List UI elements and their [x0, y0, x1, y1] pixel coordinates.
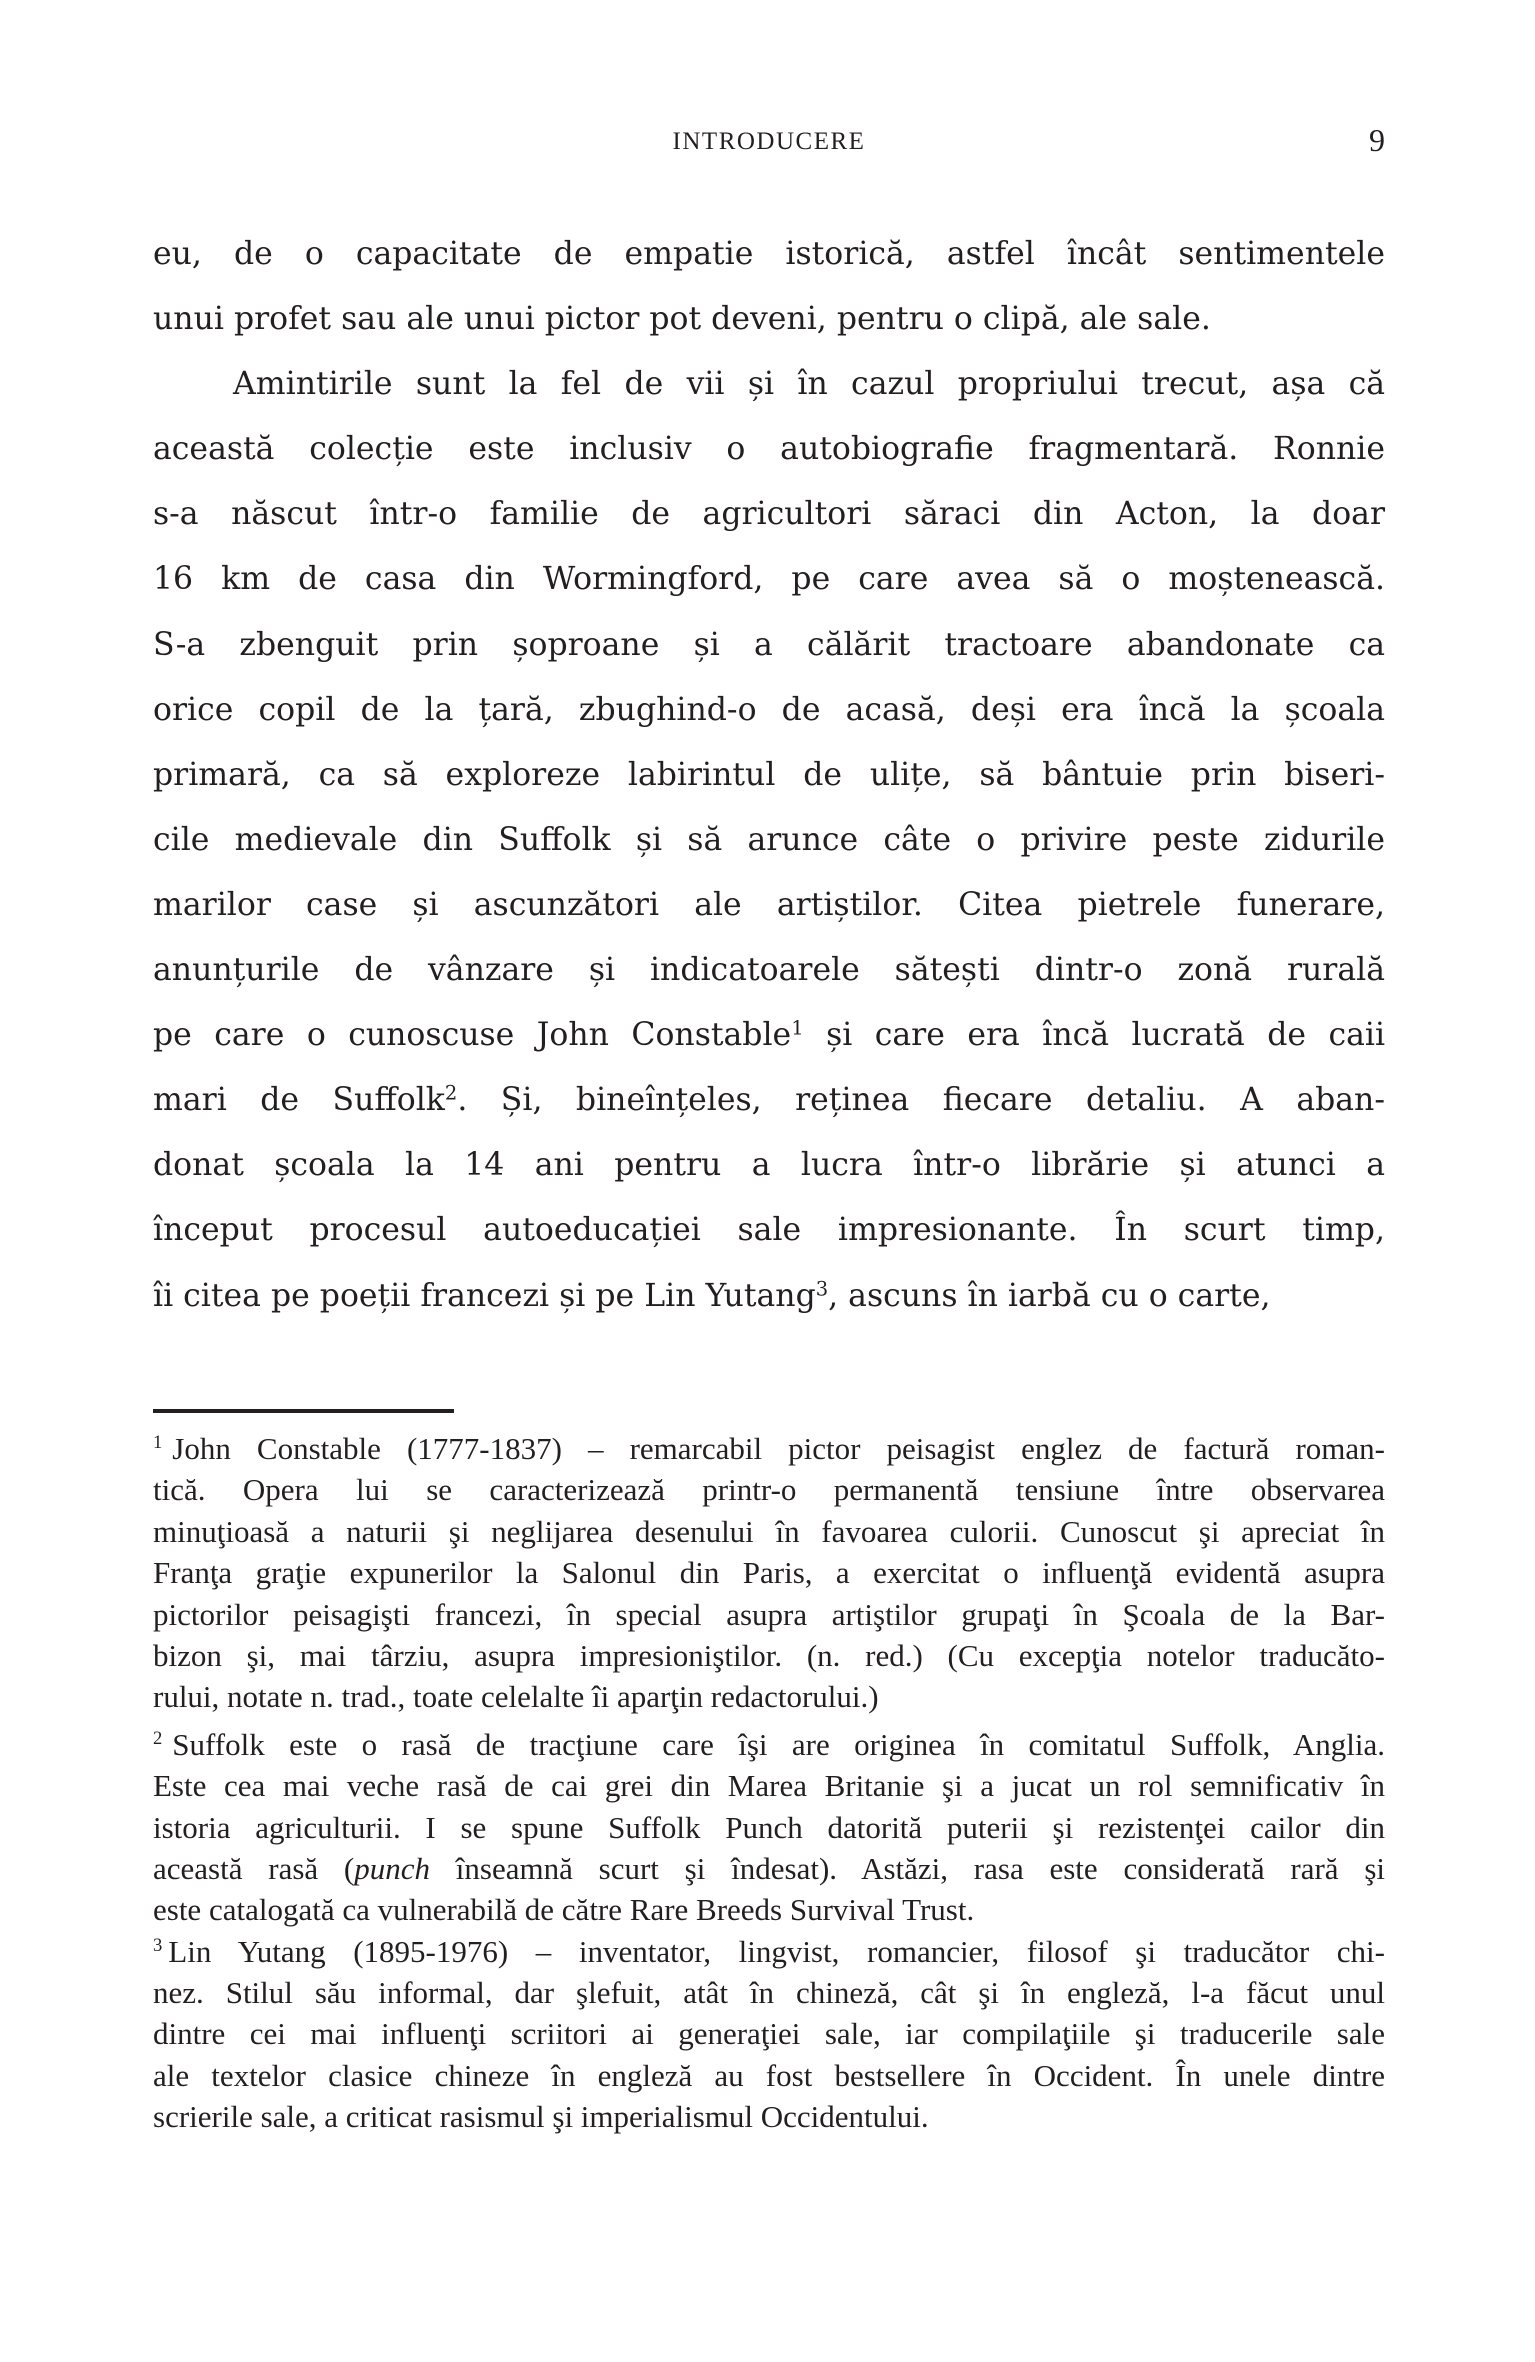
text-segment: mari de Suffolk — [153, 1082, 445, 1119]
footnote-line: pictorilor peisagişti francezi, în special asupra artiştilor grupaţi în Şcoala de la Bar- — [153, 1596, 1385, 1632]
footnote-line: este catalogată ca vulnerabilă de către Rare Breeds Survival Trust. — [153, 1892, 975, 1928]
footnote-separator — [153, 1409, 454, 1413]
footnote-line: ale textelor clasice chineze în engleză au fost bestsellere în Occident. În unele dintre — [153, 2057, 1385, 2093]
footnote-ref-2[interactable]: 2 — [444, 1081, 458, 1105]
running-header — [153, 122, 1385, 168]
footnote-line — [153, 1428, 1385, 1469]
text-segment: , ascuns în iarbă cu o carte, — [828, 1277, 1271, 1314]
body-text — [153, 222, 1385, 1329]
footnote-3 — [153, 1931, 1385, 2138]
text-segment: această rasă ( — [153, 1850, 355, 1886]
body-line: primară, ca să exploreze labirintul de ulițe, să bântuie prin biseri- — [153, 756, 1385, 793]
footnote-line: rului, notate n. trad., toate celelalte îi aparţin redactorului.) — [153, 1679, 879, 1715]
footnote-line: scrierile sale, a criticat rasismul şi imperialismul Occidentului. — [153, 2099, 929, 2135]
footnote-line: tică. Opera lui se caracterizează printr-o permanentă tensiune între observarea — [153, 1472, 1385, 1508]
text-segment: și care era încă lucrată de caii — [826, 1017, 1386, 1054]
body-line: unui profet sau ale unui pictor pot deveni, pentru o clipă, ale sale. — [153, 301, 1211, 338]
body-line: această colecție este inclusiv o autobiografie fragmentară. Ronnie — [153, 431, 1385, 468]
body-line: orice copil de la țară, zbughind-o de acasă, deși era încă la școala — [153, 691, 1385, 728]
body-line: început procesul autoeducației sale impresionante. În scurt timp, — [153, 1212, 1385, 1249]
footnotes — [153, 1428, 1385, 2138]
footnote-line: nez. Stilul său informal, dar şlefuit, atât în chineză, cât şi în engleză, l-a făcut unul — [153, 1975, 1385, 2011]
footnote-line: bizon şi, mai târziu, asupra impresioniştilor. (n. red.) (Cu excepţia notelor traducăto- — [153, 1637, 1385, 1673]
body-line-with-footnote-ref — [153, 1068, 1385, 1133]
body-line: cile medievale din Suffolk și să arunce câte o privire peste zidurile — [153, 821, 1385, 858]
footnote-line: minuţioasă a naturii şi neglijarea desenului în favoarea culorii. Cunoscut şi apreciat în — [153, 1513, 1385, 1549]
text-segment: înseamnă scurt şi îndesat). Astăzi, rasa este considerată rară şi — [430, 1850, 1386, 1886]
footnote-line — [153, 1848, 1385, 1889]
body-line: 16 km de casa din Wormingford, pe care avea să o moștenească. — [153, 561, 1385, 598]
footnote-line: istoria agriculturii. I se spune Suffolk Punch datorită puterii şi rezistenţei cailor din — [153, 1809, 1385, 1845]
text-segment: îi citea pe poeții francezi și pe Lin Yutang — [153, 1277, 816, 1314]
footnote-ref-1[interactable]: 1 — [791, 1016, 804, 1040]
italic-term: punch — [354, 1850, 431, 1886]
footnote-1 — [153, 1428, 1385, 1718]
body-line: s-a născut într-o familie de agricultori săraci din Acton, la doar — [153, 496, 1385, 533]
footnote-line: Este cea mai veche rasă de cai grei din Marea Britanie şi a jucat un rol semnificativ în — [153, 1768, 1385, 1804]
body-line: eu, de o capacitate de empatie istorică, astfel încât sentimentele — [153, 236, 1385, 272]
footnote-line: dintre cei mai influenţi scriitori ai generaţiei sale, iar compilaţiile şi traducerile sale — [153, 2016, 1385, 2052]
text-segment: pe care o cunoscuse John Constable — [153, 1017, 792, 1054]
text-segment: Lin Yutang (1895-1976) – inventator, lingvist, romancier, filosof şi traducător chi- — [168, 1933, 1385, 1969]
footnote-line — [153, 1931, 1385, 1972]
page-number: 9 — [1369, 122, 1385, 158]
text-segment: Suffolk este o rasă de tracţiune care îşi are originea în comitatul Suffolk, Anglia. — [172, 1726, 1385, 1762]
body-line: S-a zbenguit prin șoproane și a călărit tractoare abandonate ca — [153, 626, 1385, 663]
footnote-line: Franţa graţie expunerilor la Salonul din Paris, a exercitat o influenţă evidentă asupra — [153, 1555, 1385, 1591]
body-line-with-footnote-ref — [153, 1003, 1385, 1068]
footnote-marker: 3 — [153, 1934, 163, 1956]
text-segment: John Constable (1777-1837) – remarcabil pictor peisagist englez de factură roman- — [172, 1431, 1385, 1466]
body-line: Amintirile sunt la fel de vii și în cazul propriului trecut, așa că — [233, 366, 1385, 403]
body-line-with-footnote-ref — [153, 1264, 1385, 1329]
footnote-2 — [153, 1724, 1385, 1931]
text-segment: . Și, bineînțeles, reținea fiecare detaliu. A aban- — [457, 1082, 1385, 1119]
body-line: donat școala la 14 ani pentru a lucra într-o librărie și atunci a — [153, 1147, 1385, 1184]
footnote-line — [153, 1724, 1385, 1765]
body-line: anunțurile de vânzare și indicatoarele sătești dintr-o zonă rurală — [153, 952, 1385, 989]
footnote-marker: 2 — [153, 1727, 163, 1749]
running-title: INTRODUCERE — [672, 128, 866, 155]
footnote-ref-3[interactable]: 3 — [815, 1276, 829, 1300]
body-line: marilor case și ascunzători ale artiștilor. Citea pietrele funerare, — [153, 886, 1385, 923]
footnote-marker: 1 — [153, 1431, 163, 1453]
